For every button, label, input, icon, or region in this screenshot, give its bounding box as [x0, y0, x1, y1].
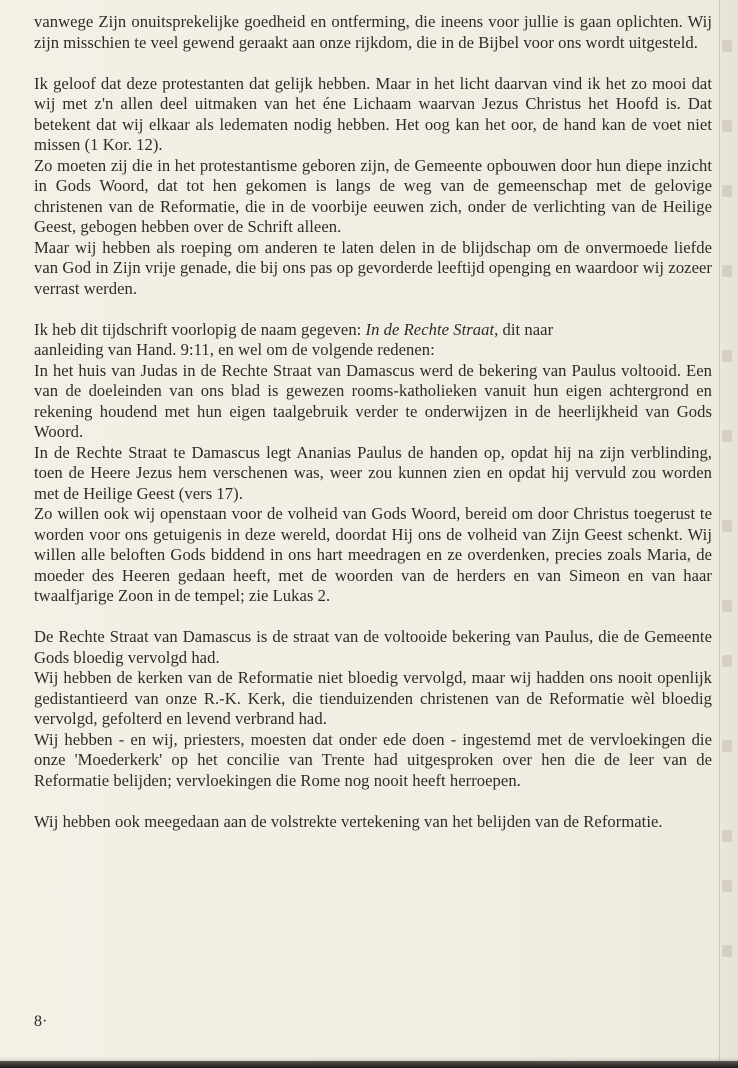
ghost-glyph	[722, 945, 732, 957]
ghost-glyph	[722, 430, 732, 442]
ghost-glyph	[722, 830, 732, 842]
ghost-glyph	[722, 600, 732, 612]
paragraph: Ik geloof dat deze protestanten dat gelijk hebben. Maar in het licht daarvan vind ik het zo mooi dat wij met z'n allen deel uitmaken van het éne Lichaam waarvan Jezus Christus het Hoofd is. Dat betekent dat wij elkaar als ledematen nodig hebben. Het oog kan het oor, de hand kan de voet niet missen (1 Kor. 12).	[34, 73, 712, 154]
ghost-glyph	[722, 655, 732, 667]
ghost-glyph	[722, 185, 732, 197]
paragraph: vanwege Zijn onuitsprekelijke goedheid en ontferming, die ineens voor jullie is gaan oplichten. Wij zijn misschien te veel gewend geraakt aan onze rijkdom, die in de Bijbel voor ons wordt uitgesteld.	[34, 12, 712, 52]
paragraph: Maar wij hebben als roeping om anderen te laten delen in de blijdschap om de onvermoede liefde van God in Zijn vrije genade, die bij ons pas op gevorderde leeftijd openging en waardoor wij zozeer verrast werden.	[34, 237, 712, 298]
title-intro-text: Ik heb dit tijdschrift voorlopig de naam gegeven:	[34, 319, 362, 339]
page-number: 8·	[34, 1013, 48, 1030]
magazine-title: In de Rechte Straat,	[365, 319, 499, 339]
bottom-edge	[0, 1061, 738, 1068]
paragraph: Wij hebben ook meegedaan aan de volstrekte vertekening van het belijden van de Reformatie.	[34, 811, 663, 831]
page-edge-line	[719, 0, 720, 1068]
ghost-glyph	[722, 740, 732, 752]
adjacent-page-edge	[716, 0, 738, 1068]
ghost-glyph	[722, 520, 732, 532]
body-text	[34, 12, 712, 832]
page-number-value: 8	[34, 1013, 42, 1030]
paragraph: Zo moeten zij die in het protestantisme geboren zijn, de Gemeente opbouwen door hun diepe inzicht in Gods Woord, dat tot hen gekomen is langs de weg van de gemeenschap met de gelovige christenen van de Reformatie, die in de voorbije eeuwen zich, onder de verlichting van de Heilige Geest, gebogen hebben over de Schrift alleen.	[34, 155, 712, 236]
paragraph: Zo willen ook wij openstaan voor de volheid van Gods Woord, bereid om door Christus toegerust te worden voor ons getuigenis in deze wereld, doordat Hij ons de volheid van Zijn Geest schenkt. Wij willen alle beloften Gods biddend in ons hart meedragen en ze overdenken, precies zoals Maria, de moeder des Heeren gedaan heeft, met de woorden van de herders en van Simeon en van haar twaalfjarige Zoon in de tempel; zie Lukas 2.	[34, 504, 712, 605]
paragraph: aanleiding van Hand. 9:11, en wel om de volgende redenen:	[34, 340, 435, 359]
ghost-glyph	[722, 880, 732, 892]
paragraph: Wij hebben - en wij, priesters, moesten dat onder ede doen - ingestemd met de vervloekingen die onze 'Moederkerk' op het concilie van Trente had uitgesproken over hen die de leer van de Reformatie belijden; vervloekingen die Rome nog nooit heeft herroepen.	[34, 729, 712, 790]
ghost-glyph	[722, 40, 732, 52]
paragraph-title-intro	[34, 320, 712, 341]
paragraph: In de Rechte Straat te Damascus legt Ananias Paulus de handen op, opdat hij na zijn verblinding, toen de Heere Jezus hem verschenen was, weer zou kunnen zien en opdat hij vervuld zou worden met de Heilige Geest (vers 17).	[34, 442, 712, 503]
paragraph: Wij hebben de kerken van de Reformatie niet bloedig vervolgd, maar wij hadden ons nooit openlijk gedistantieerd van onze R.-K. Kerk, die tienduizenden christenen van de Reformatie wèl bloedig vervolgd, gefolterd en levend verbrand had.	[34, 668, 712, 728]
paragraph: In het huis van Judas in de Rechte Straat van Damascus werd de bekering van Paulus voltooid. Een van de doeleinden van ons blad is gewezen rooms-katholieken vanuit hun eigen achtergrond en rekening houdend met hun eigen taalgebruik verder te onderwijzen in de heerlijkheid van Gods Woord.	[34, 360, 712, 441]
ghost-glyph	[722, 265, 732, 277]
ghost-glyph	[722, 350, 732, 362]
paragraph: De Rechte Straat van Damascus is de straat van de voltooide bekering van Paulus, die de Gemeente Gods bloedig vervolgd had.	[34, 627, 712, 667]
title-suffix: dit naar	[502, 319, 554, 339]
ghost-glyph	[722, 120, 732, 132]
